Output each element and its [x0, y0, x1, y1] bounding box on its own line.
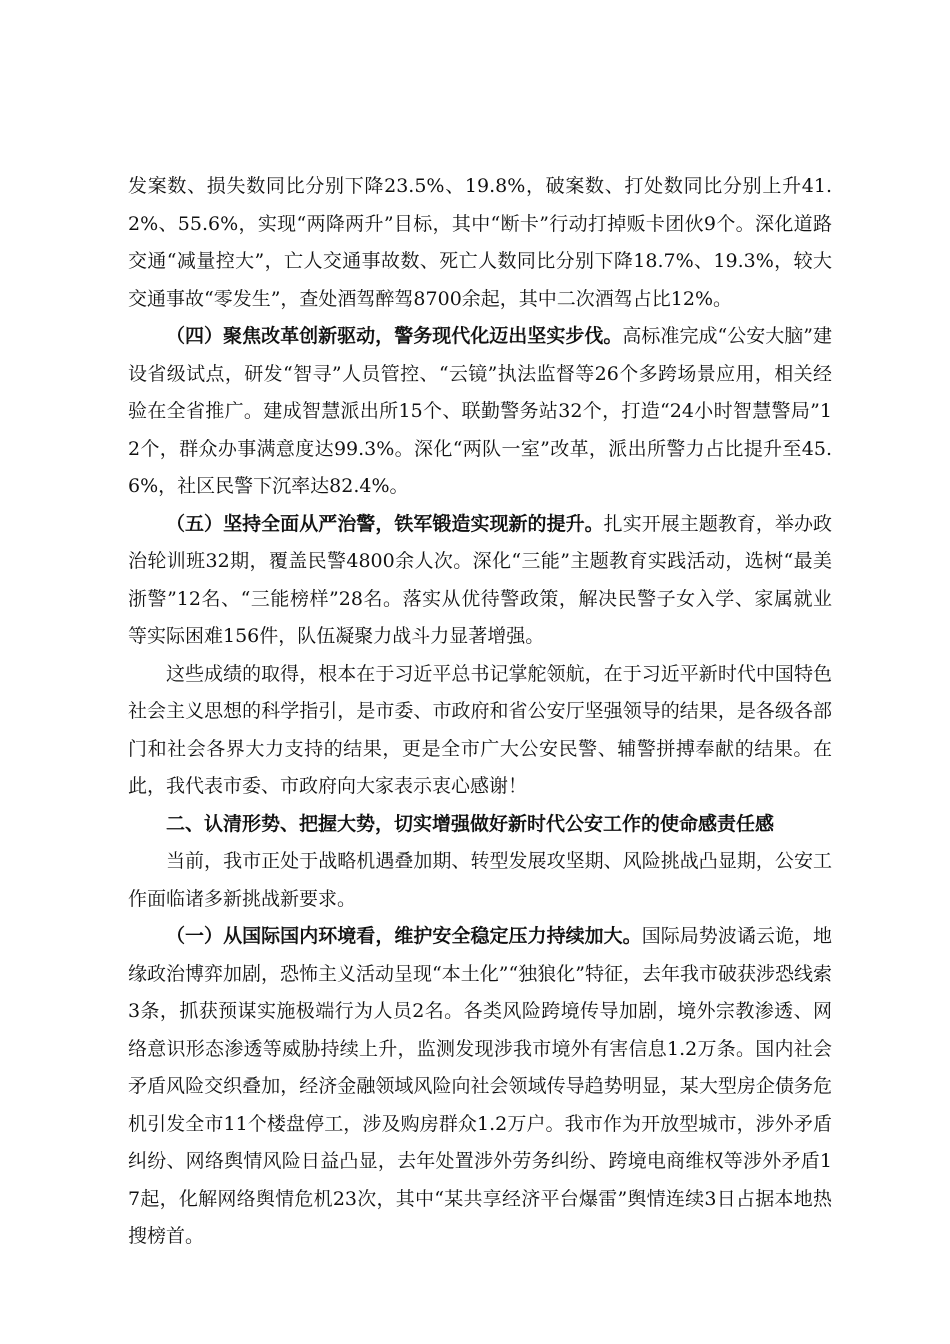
section-body-four: 高标准完成“公安大脑”建设省级试点，研发“智寻”人员管控、“云镜”执法监督等26个多跨场景应用，相关经验在全省推广。建成智慧派出所15个、联勤警务站32个，打造“24小时智慧警局”12个，群众办事满意度达99.3%。深化“两队一室”改革，派出所警力占比提升至45.6%，社区民警下沉率达82.4%。 — [128, 325, 832, 497]
paragraph-reform-innovation — [128, 318, 832, 506]
paragraph-current-situation: 当前，我市正处于战略机遇叠加期、转型发展攻坚期、风险挑战凸显期，公安工作面临诸多新挑战新要求。 — [128, 850, 832, 910]
paragraph-acknowledgement: 这些成绩的取得，根本在于习近平总书记掌舵领航，在于习近平新时代中国特色社会主义思想的科学指引，是市委、市政府和省公安厅坚强领导的结果，是各级各部门和社会各界大力支持的结果，更是全市广大公安民警、辅警拼搏奉献的结果。在此，我代表市委、市政府向大家表示衷心感谢！ — [128, 662, 832, 797]
section-lead-five: （五）坚持全面从严治警，铁军锻造实现新的提升。 — [166, 512, 604, 535]
section-lead-four: （四）聚焦改革创新驱动，警务现代化迈出坚实步伐。 — [166, 325, 623, 347]
section-body-one: 国际局势波谲云诡，地缘政治博弈加剧，恐怖主义活动呈现“本土化”“独狼化”特征，去年我市破获涉恐线索3条，抓获预谋实施极端行为人员2名。各类风险跨境传导加剧，境外宗教渗透、网络意识形态渗透等威胁持续上升，监测发现涉我市境外有害信息1.2万条。国内社会矛盾风险交织叠加，经济金融领域风险向社会领域传导趋势明显，某大型房企债务危机引发全市11个楼盘停工，涉及购房群众1.2万户。我市作为开放型城市，涉外矛盾纠纷、网络舆情风险日益凸显，去年处置涉外劳务纠纷、跨境电商维权等涉外矛盾17起，化解网络舆情危机23次，其中“某共享经济平台爆雷”舆情连续3日占据本地热搜榜首。 — [128, 925, 832, 1247]
section-body-five: 扎实开展主题教育，举办政治轮训班32期，覆盖民警4800余人次。深化“三能”主题教育实践活动，选树“最美浙警”12名、“三能榜样”28名。落实从优待警政策，解决民警子女入学、家属就业等实际困难156件，队伍凝聚力战斗力显著增强。 — [128, 512, 832, 647]
section-heading-two: 二、认清形势、把握大势，切实增强做好新时代公安工作的使命感责任感 — [166, 812, 775, 835]
section-lead-one: （一）从国际国内环境看，维护安全稳定压力持续加大。 — [166, 925, 642, 947]
paragraph-international-domestic — [128, 918, 832, 1256]
paragraph-case-statistics: 发案数、损失数同比分别下降23.5%、19.8%，破案数、打处数同比分别上升41.2%、55.6%，实现“两降两升”目标，其中“断卡”行动打掉贩卡团伙9个。深化道路交通“减量控大”，亡人交通事故数、死亡人数同比分别下降18.7%、19.3%，较大交通事故“零发生”，查处酒驾醉驾8700余起，其中二次酒驾占比12%。 — [128, 175, 832, 310]
document-page — [128, 168, 832, 1256]
paragraph-strict-governance — [128, 506, 832, 656]
